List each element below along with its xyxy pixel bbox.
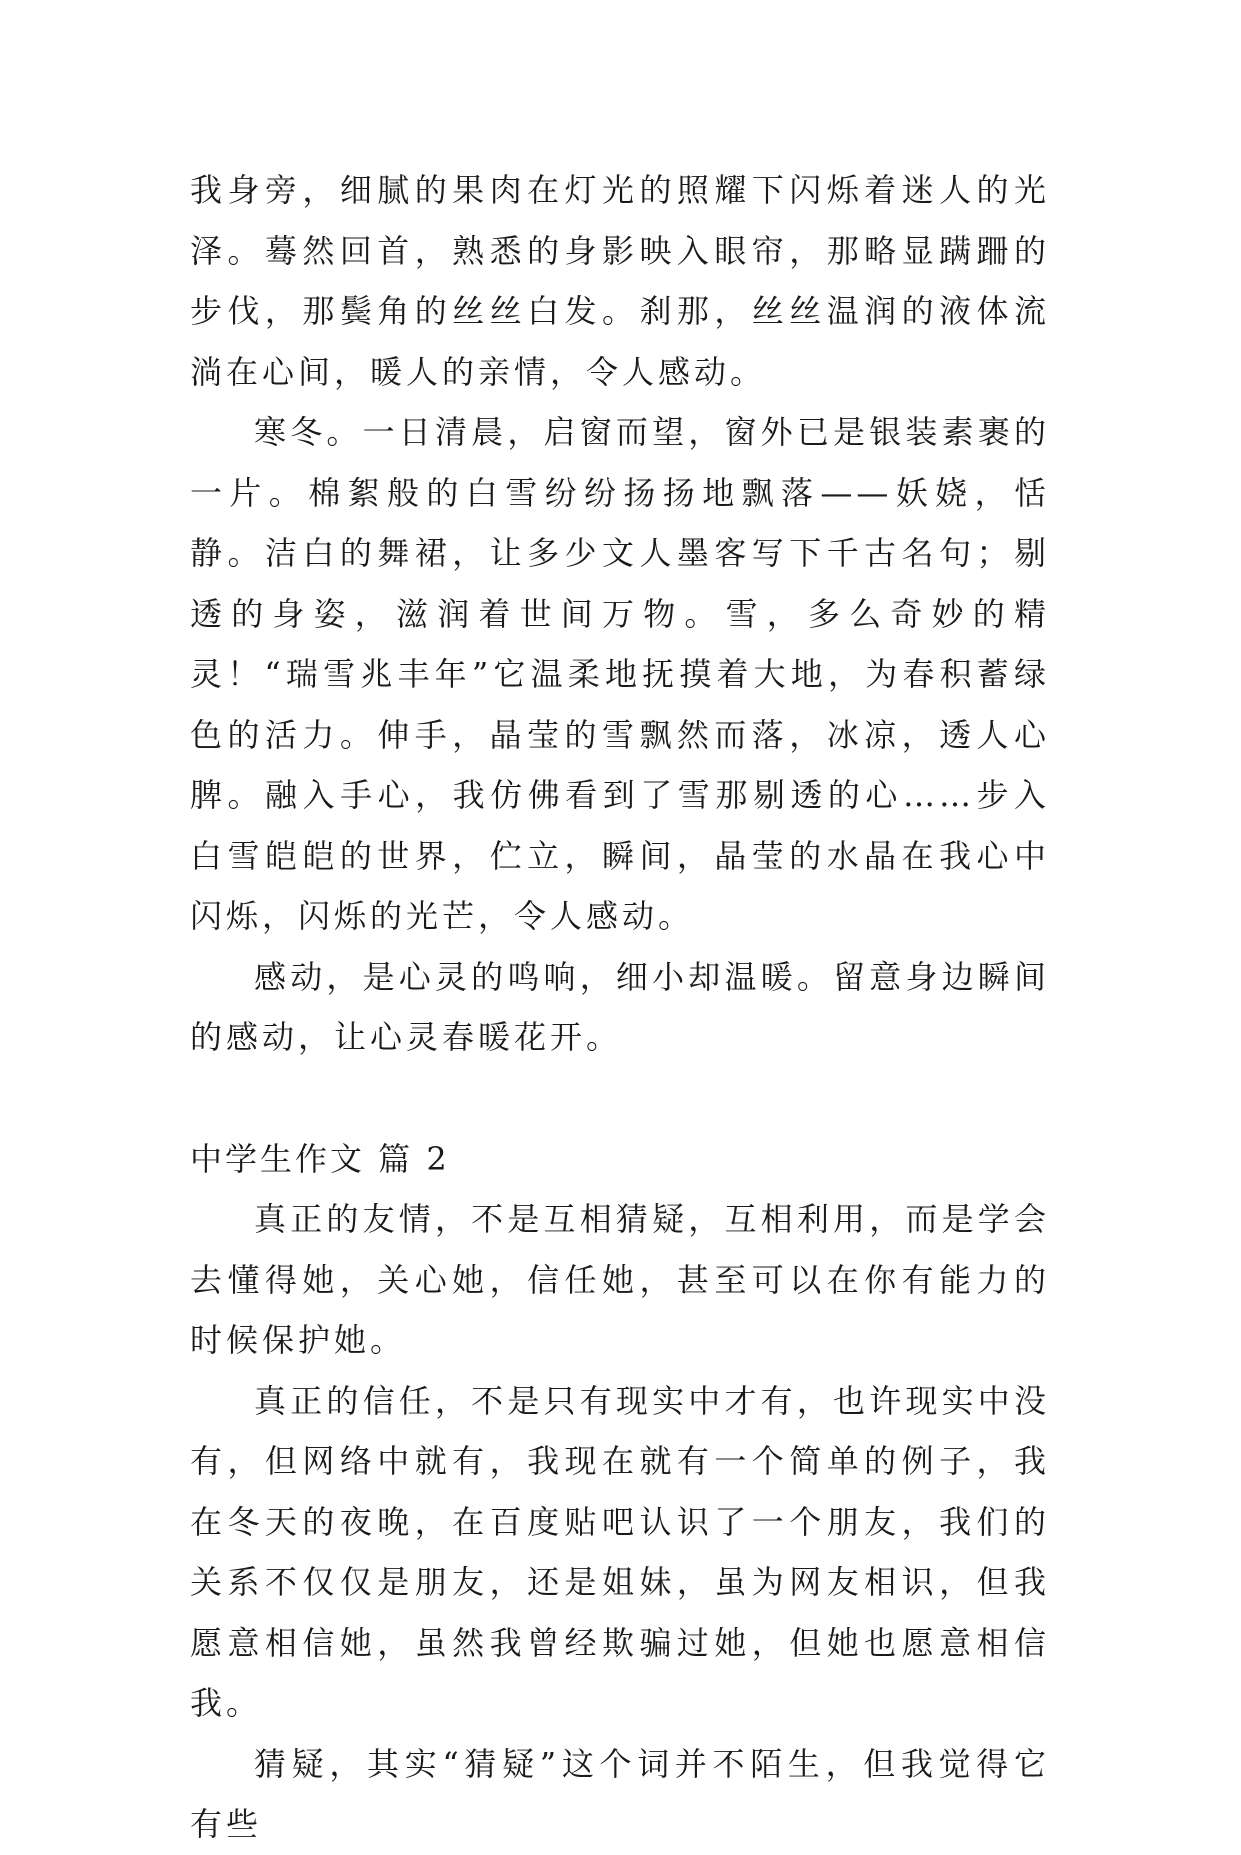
section-paragraph-1: 真正的友情，不是互相猜疑，互相利用，而是学会去懂得她，关心她，信任她，甚至可以在你有能力的时候保护她。 [190, 1200, 1050, 1359]
paragraph-2: 寒冬。一日清晨，启窗而望，窗外已是银装素裹的一片。棉絮般的白雪纷纷扬扬地飘落——妖娆，恬静。洁白的舞裙，让多少文人墨客写下千古名句；剔透的身姿，滋润着世间万物。雪，多么奇妙的精灵！“瑞雪兆丰年”它温柔地抚摸着大地，为春积蓄绿色的活力。伸手，晶莹的雪飘然而落，冰凉，透人心脾。融入手心，我仿佛看到了雪那剔透的心……步入白雪皑皑的世界，伫立，瞬间，晶莹的水晶在我心中闪烁，闪烁的光芒，令人感动。 [190, 413, 1050, 935]
section-heading: 中学生作文 篇 2 [190, 1139, 450, 1178]
document-body [190, 160, 1050, 1855]
paragraph-1: 我身旁，细腻的果肉在灯光的照耀下闪烁着迷人的光泽。蓦然回首，熟悉的身影映入眼帘，那略显蹒跚的步伐，那鬓角的丝丝白发。刹那，丝丝温润的液体流淌在心间，暖人的亲情，令人感动。 [190, 171, 1050, 391]
section-paragraph-3: 猜疑，其实“猜疑”这个词并不陌生，但我觉得它有些 [190, 1744, 1050, 1843]
paragraph-3: 感动，是心灵的鸣响，细小却温暖。留意身边瞬间的感动，让心灵春暖花开。 [190, 957, 1050, 1056]
section-spacer [190, 1068, 1050, 1129]
section-paragraph-2: 真正的信任，不是只有现实中才有，也许现实中没有，但网络中就有，我现在就有一个简单的例子，我在冬天的夜晚，在百度贴吧认识了一个朋友，我们的关系不仅仅是朋友，还是姐妹，虽为网友相识，但我愿意相信她，虽然我曾经欺骗过她，但她也愿意相信我。 [190, 1381, 1050, 1722]
